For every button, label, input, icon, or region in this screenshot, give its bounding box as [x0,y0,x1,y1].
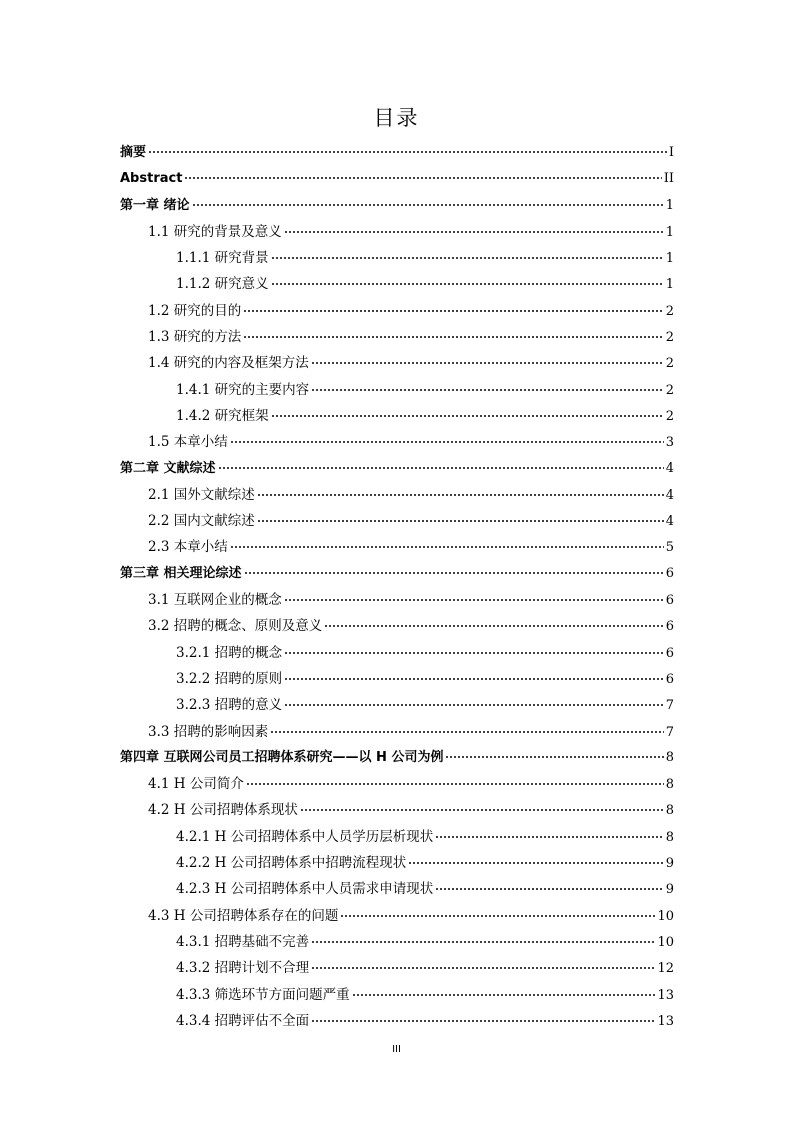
toc-entry-page: 5 [665,540,674,556]
dot-leader [352,994,656,996]
toc-entry[interactable] [120,613,674,639]
toc-entry-label: 3.2 招聘的概念、原则及意义 [148,618,323,635]
toc-entry-page: 6 [665,671,674,687]
toc-entry[interactable] [120,561,674,587]
toc-entry-label: 3.1 互联网企业的概念 [148,592,282,609]
toc-entry[interactable] [120,482,674,508]
toc-entry-page: 9 [665,856,674,872]
dot-leader [408,862,664,864]
dot-leader [192,204,664,206]
toc-entry[interactable] [120,929,674,955]
toc-entry-page: 13 [657,987,674,1003]
dot-leader [340,915,655,917]
dot-leader [246,783,664,785]
dot-leader [271,283,664,285]
toc-entry-label: 4.3.4 招聘评估不全面 [176,1012,310,1029]
dot-leader [244,572,664,574]
toc-entry[interactable] [120,298,674,324]
toc-entry-page: 2 [665,330,674,346]
toc-entry[interactable] [120,508,674,534]
toc-entry-page: 1 [665,197,674,213]
toc-entry-label: 1.1 研究的背景及意义 [148,223,282,240]
toc-entry-page: 8 [665,803,674,819]
dot-leader [311,389,664,391]
toc-entry-label: 4.2 H 公司招聘体系现状 [148,802,298,819]
toc-entry[interactable] [120,850,674,876]
dot-leader [148,151,667,153]
toc-entry[interactable] [120,350,674,376]
dot-leader [184,177,661,179]
toc-entry-label: 第二章 文献综述 [120,460,216,476]
toc-entry[interactable] [120,587,674,613]
toc-entry-page: II [663,171,674,187]
dot-leader [271,415,664,417]
dot-leader [230,546,664,548]
toc-entry[interactable] [120,140,674,166]
dot-leader [284,678,664,680]
toc-entry[interactable] [120,719,674,745]
toc-entry[interactable] [120,403,674,429]
page-number: III [392,1044,401,1055]
toc-entry-page: 4 [665,514,674,530]
dot-leader [300,809,664,811]
toc-entry-label: 4.3.3 筛选环节方面问题严重 [176,986,350,1003]
toc-entry[interactable] [120,692,674,718]
toc-entry-label: 1.1.2 研究意义 [176,276,269,293]
toc-entry-label: 1.2 研究的目的 [148,302,242,319]
toc-entry[interactable] [120,324,674,350]
dot-leader [445,756,663,758]
toc-entry[interactable] [120,903,674,929]
toc-entry-label: 2.2 国内文献综述 [148,513,255,530]
dot-leader [271,257,664,259]
toc-entry-page: 1 [665,277,674,293]
toc-entry-label: 3.2.1 招聘的概念 [176,644,283,661]
toc-entry-label: 4.3.1 招聘基础不完善 [176,933,310,950]
toc-entry[interactable] [120,377,674,403]
toc-entry-label: 1.4.2 研究框架 [176,407,269,424]
toc-entry-label: 1.1.1 研究背景 [176,250,269,267]
toc-entry-label: 4.1 H 公司简介 [148,776,244,793]
toc-entry-page: 4 [665,487,674,503]
toc-entry-label: 4.3 H 公司招聘体系存在的问题 [148,907,339,924]
toc-entry[interactable] [120,955,674,981]
toc-entry[interactable] [120,219,674,245]
dot-leader [257,520,664,522]
dot-leader [311,362,664,364]
toc-entry-page: 8 [665,777,674,793]
dot-leader [435,888,664,890]
dot-leader [324,625,663,627]
dot-leader [284,231,664,233]
table-of-contents [120,140,674,1034]
toc-entry-page: 1 [665,251,674,267]
toc-entry-label: 1.4 研究的内容及框架方法 [148,355,309,372]
toc-entry-label: 3.3 招聘的影响因素 [148,723,269,740]
toc-entry[interactable] [120,666,674,692]
toc-entry-page: 2 [665,382,674,398]
toc-entry[interactable] [120,193,674,219]
toc-entry-label: 第四章 互联网公司员工招聘体系研究——以 H 公司为例 [120,749,444,765]
toc-entry-page: 4 [665,460,674,476]
toc-entry[interactable] [120,1008,674,1034]
dot-leader [311,1020,655,1022]
dot-leader [270,731,663,733]
toc-entry-label: 2.1 国外文献综述 [148,486,255,503]
toc-entry-label: 1.5 本章小结 [148,434,228,451]
toc-entry-page: 6 [665,593,674,609]
toc-entry[interactable] [120,166,674,192]
toc-entry-page: 8 [665,829,674,845]
dot-leader [218,467,664,469]
toc-entry-page: 10 [657,908,674,924]
toc-entry-label: 3.2.3 招聘的意义 [176,697,283,714]
toc-entry-page: 10 [657,934,674,950]
toc-entry[interactable] [120,982,674,1008]
toc-entry[interactable] [120,824,674,850]
toc-entry-page: 2 [665,356,674,372]
dot-leader [284,652,664,654]
toc-entry-label: 3.2.2 招聘的原则 [176,670,283,687]
toc-entry[interactable] [120,245,674,271]
toc-entry-label: 摘要 [120,145,147,160]
dot-leader [230,441,664,443]
toc-entry-page: 13 [657,1013,674,1029]
toc-entry-label: 第一章 绪论 [120,197,190,213]
toc-entry[interactable] [120,271,674,297]
toc-entry-page: 8 [665,749,674,765]
toc-entry-page: 12 [657,961,674,977]
toc-entry-page: I [668,145,674,160]
dot-leader [311,941,655,943]
toc-entry[interactable] [120,640,674,666]
toc-entry-page: 2 [665,303,674,319]
dot-leader [311,967,655,969]
toc-entry[interactable] [120,876,674,902]
dot-leader [284,704,664,706]
toc-entry-label: 1.3 研究的方法 [148,329,242,346]
page-title: 目录 [373,106,420,130]
toc-entry[interactable] [120,456,674,482]
toc-entry-label: 第三章 相关理论综述 [120,565,242,581]
dot-leader [284,599,664,601]
toc-entry-page: 7 [665,698,674,714]
toc-entry-page: 7 [665,724,674,740]
toc-entry[interactable] [120,771,674,797]
toc-entry-page: 3 [665,435,674,451]
toc-entry-page: 2 [665,408,674,424]
toc-entry-label: 1.4.1 研究的主要内容 [176,381,310,398]
toc-entry[interactable] [120,534,674,560]
toc-entry-page: 6 [665,619,674,635]
dot-leader [243,336,663,338]
toc-entry-label: 4.2.1 H 公司招聘体系中人员学历层析现状 [176,828,434,845]
toc-entry-page: 6 [665,565,674,581]
toc-entry-page: 9 [665,882,674,898]
toc-entry[interactable] [120,745,674,771]
dot-leader [257,494,664,496]
toc-entry[interactable] [120,429,674,455]
toc-entry-page: 6 [665,645,674,661]
toc-entry-label: 4.2.2 H 公司招聘体系中招聘流程现状 [176,855,407,872]
toc-entry-page: 1 [665,224,674,240]
toc-entry-label: 4.2.3 H 公司招聘体系中人员需求申请现状 [176,881,434,898]
toc-entry[interactable] [120,797,674,823]
toc-entry-label: 4.3.2 招聘计划不合理 [176,960,310,977]
toc-entry-label: 2.3 本章小结 [148,539,228,556]
dot-leader [243,310,663,312]
dot-leader [435,836,664,838]
toc-entry-label: Abstract [120,171,183,187]
